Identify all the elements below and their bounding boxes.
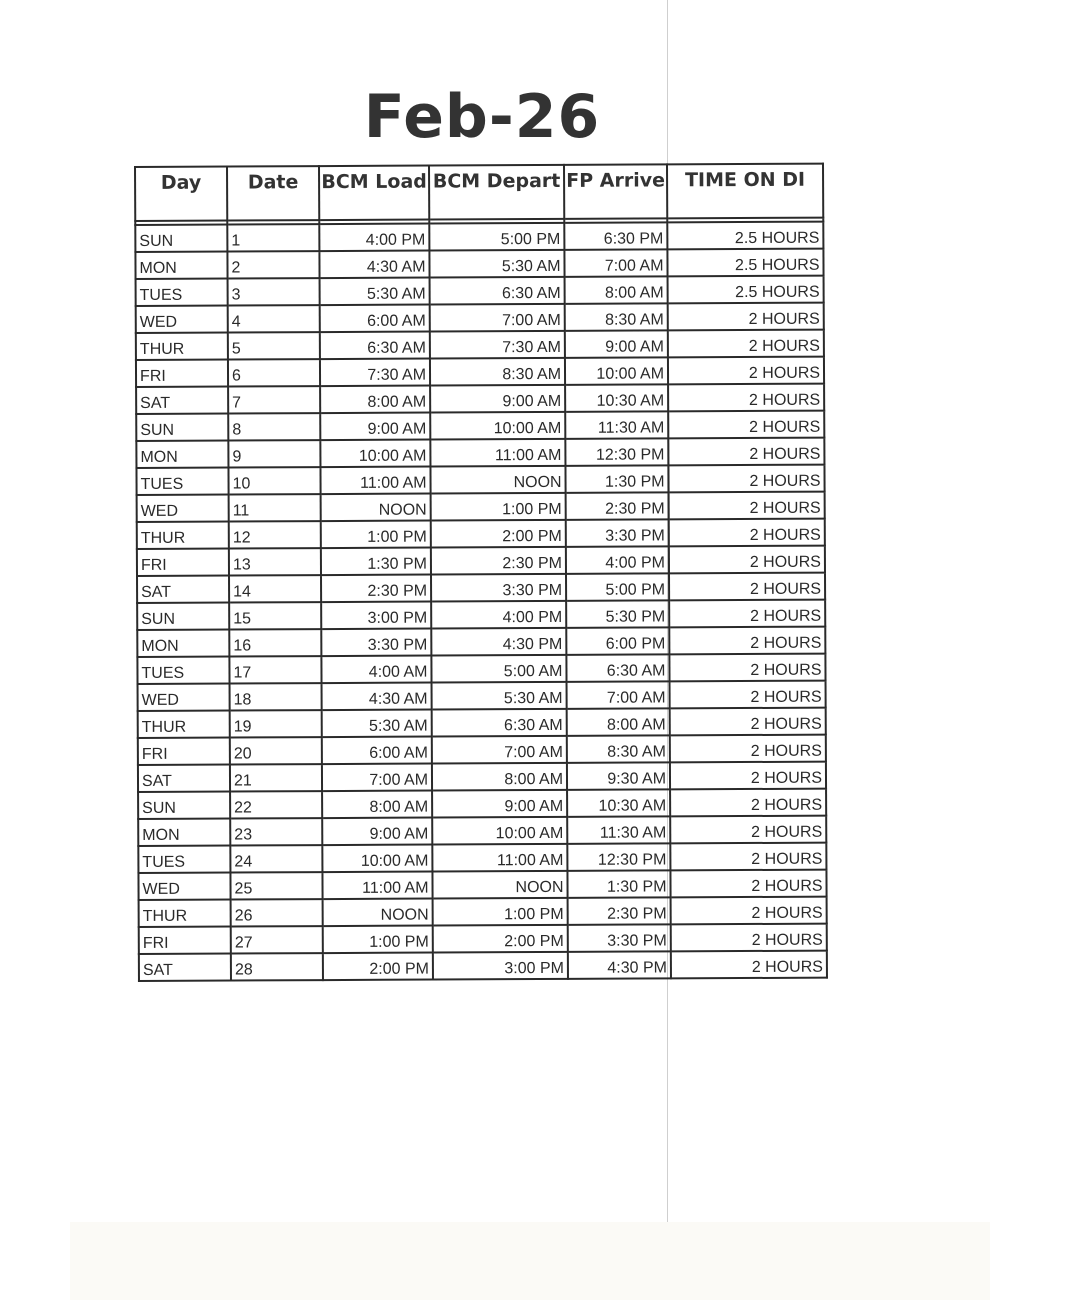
header-date: Date: [227, 166, 319, 220]
bcm-depart-cell: 4:30 PM: [431, 628, 566, 656]
fp-arrive-cell: 4:30 PM: [568, 951, 671, 979]
date-cell: 19: [230, 710, 322, 737]
fp-arrive-cell: 7:00 AM: [564, 249, 667, 277]
table-row: [138, 843, 826, 873]
bcm-depart-cell: 6:30 AM: [430, 277, 565, 305]
bcm-load-cell: NOON: [321, 494, 431, 522]
table-row: [136, 330, 824, 360]
day-cell: TUES: [138, 846, 230, 873]
bcm-depart-cell: 1:00 PM: [433, 898, 568, 926]
bcm-depart-cell: 2:30 PM: [431, 547, 566, 575]
table-row: [138, 735, 826, 765]
bcm-load-cell: 5:30 AM: [320, 278, 430, 306]
day-cell: FRI: [136, 360, 228, 387]
day-cell: FRI: [137, 549, 229, 576]
day-cell: MON: [138, 819, 230, 846]
time-on-di-cell: 2 HOURS: [669, 654, 825, 682]
time-on-di-cell: 2 HOURS: [671, 924, 827, 952]
fp-arrive-cell: 4:00 PM: [566, 546, 669, 574]
date-cell: 24: [230, 845, 322, 872]
table-row: [136, 384, 824, 414]
fp-arrive-cell: 1:30 PM: [567, 870, 670, 898]
page-title: Feb-26: [363, 82, 601, 152]
bcm-depart-cell: 5:00 PM: [429, 223, 564, 251]
day-cell: SUN: [138, 792, 230, 819]
bcm-load-cell: 6:00 AM: [322, 737, 432, 765]
bcm-depart-cell: 9:00 AM: [432, 790, 567, 818]
bcm-load-cell: 4:30 AM: [319, 251, 429, 279]
header-time-on-di: TIME ON DI: [667, 164, 823, 219]
time-on-di-cell: 2 HOURS: [668, 303, 824, 331]
fp-arrive-cell: 3:30 PM: [566, 519, 669, 547]
day-cell: FRI: [139, 927, 231, 954]
day-cell: SAT: [137, 576, 229, 603]
fp-arrive-cell: 10:30 AM: [565, 384, 668, 412]
bcm-depart-cell: 8:00 AM: [432, 763, 567, 791]
date-cell: 13: [229, 548, 321, 575]
bcm-load-cell: 9:00 AM: [320, 413, 430, 441]
table-row: [136, 276, 824, 306]
day-cell: WED: [136, 306, 228, 333]
date-cell: 3: [228, 278, 320, 305]
time-on-di-cell: 2.5 HOURS: [667, 222, 823, 250]
fp-arrive-cell: 11:30 AM: [565, 411, 668, 439]
table-row: [137, 654, 825, 684]
scan-shading: [70, 1222, 990, 1300]
day-cell: TUES: [137, 657, 229, 684]
day-cell: MON: [137, 630, 229, 657]
bcm-depart-cell: 5:30 AM: [432, 682, 567, 710]
bcm-depart-cell: 10:00 AM: [430, 412, 565, 440]
time-on-di-cell: 2 HOURS: [668, 384, 824, 412]
header-row: [135, 164, 823, 221]
date-cell: 9: [228, 440, 320, 467]
table-row: [138, 870, 826, 900]
fp-arrive-cell: 2:30 PM: [568, 897, 671, 925]
fp-arrive-cell: 10:30 AM: [567, 789, 670, 817]
day-cell: THUR: [136, 333, 228, 360]
date-cell: 1: [227, 224, 319, 251]
fp-arrive-cell: 11:30 AM: [567, 816, 670, 844]
time-on-di-cell: 2 HOURS: [669, 573, 825, 601]
time-on-di-cell: 2.5 HOURS: [667, 249, 823, 277]
header-bcm-depart: BCM Depart: [429, 165, 564, 220]
time-on-di-cell: 2 HOURS: [670, 762, 826, 790]
bcm-depart-cell: 3:00 PM: [433, 952, 568, 980]
table-row: [136, 465, 824, 495]
fp-arrive-cell: 8:30 AM: [567, 735, 670, 763]
table-row: [136, 303, 824, 333]
fp-arrive-cell: 1:30 PM: [565, 465, 668, 493]
bcm-depart-cell: 5:00 AM: [431, 655, 566, 683]
day-cell: SUN: [136, 414, 228, 441]
bcm-depart-cell: 7:00 AM: [430, 304, 565, 332]
time-on-di-cell: 2 HOURS: [668, 330, 824, 358]
date-cell: 28: [231, 953, 323, 980]
time-on-di-cell: 2 HOURS: [668, 465, 824, 493]
bcm-load-cell: 4:00 PM: [319, 224, 429, 252]
table-row: [136, 438, 824, 468]
date-cell: 12: [229, 521, 321, 548]
time-on-di-cell: 2 HOURS: [670, 681, 826, 709]
day-cell: WED: [138, 873, 230, 900]
bcm-load-cell: 1:00 PM: [321, 521, 431, 549]
bcm-depart-cell: 5:30 AM: [429, 250, 564, 278]
bcm-depart-cell: 11:00 AM: [432, 844, 567, 872]
bcm-depart-cell: NOON: [432, 871, 567, 899]
date-cell: 21: [230, 764, 322, 791]
date-cell: 25: [230, 872, 322, 899]
date-cell: 14: [229, 575, 321, 602]
bcm-depart-cell: 10:00 AM: [432, 817, 567, 845]
fp-arrive-cell: 5:00 PM: [566, 573, 669, 601]
fp-arrive-cell: 8:00 AM: [567, 708, 670, 736]
bcm-load-cell: 1:00 PM: [323, 926, 433, 954]
bcm-depart-cell: 2:00 PM: [431, 520, 566, 548]
day-cell: THUR: [138, 711, 230, 738]
bcm-load-cell: 6:30 AM: [320, 332, 430, 360]
fp-arrive-cell: 12:30 PM: [565, 438, 668, 466]
day-cell: SAT: [136, 387, 228, 414]
table-row: [135, 222, 823, 252]
table-row: [139, 951, 827, 981]
bcm-load-cell: 5:30 AM: [322, 710, 432, 738]
date-cell: 11: [229, 494, 321, 521]
date-cell: 27: [231, 926, 323, 953]
bcm-load-cell: 2:00 PM: [323, 953, 433, 981]
time-on-di-cell: 2 HOURS: [669, 627, 825, 655]
bcm-depart-cell: 1:00 PM: [431, 493, 566, 521]
table-row: [136, 357, 824, 387]
time-on-di-cell: 2 HOURS: [671, 951, 827, 979]
date-cell: 2: [227, 251, 319, 278]
day-cell: THUR: [139, 900, 231, 927]
fp-arrive-cell: 10:00 AM: [565, 357, 668, 385]
bcm-depart-cell: 3:30 PM: [431, 574, 566, 602]
table-row: [139, 897, 827, 927]
table-row: [136, 411, 824, 441]
bcm-load-cell: 7:30 AM: [320, 359, 430, 387]
fp-arrive-cell: 8:00 AM: [565, 276, 668, 304]
header-bcm-load: BCM Load: [319, 166, 429, 221]
bcm-depart-cell: 9:00 AM: [430, 385, 565, 413]
date-cell: 7: [228, 386, 320, 413]
table-row: [137, 519, 825, 549]
day-cell: SUN: [137, 603, 229, 630]
bcm-load-cell: 11:00 AM: [322, 872, 432, 900]
date-cell: 26: [231, 899, 323, 926]
schedule-header: [135, 164, 823, 221]
bcm-load-cell: 2:30 PM: [321, 575, 431, 603]
schedule-body: [135, 218, 827, 981]
header-day: Day: [135, 167, 227, 221]
date-cell: 17: [229, 656, 321, 683]
day-cell: WED: [137, 495, 229, 522]
date-cell: 18: [230, 683, 322, 710]
time-on-di-cell: 2 HOURS: [670, 735, 826, 763]
time-on-di-cell: 2 HOURS: [669, 600, 825, 628]
time-on-di-cell: 2 HOURS: [669, 492, 825, 520]
bcm-depart-cell: 6:30 AM: [432, 709, 567, 737]
date-cell: 8: [228, 413, 320, 440]
day-cell: TUES: [136, 279, 228, 306]
day-cell: FRI: [138, 738, 230, 765]
bcm-depart-cell: 11:00 AM: [430, 439, 565, 467]
bcm-depart-cell: 7:30 AM: [430, 331, 565, 359]
time-on-di-cell: 2 HOURS: [669, 546, 825, 574]
fp-arrive-cell: 3:30 PM: [568, 924, 671, 952]
date-cell: 4: [228, 305, 320, 332]
table-row: [139, 924, 827, 954]
bcm-load-cell: 4:00 AM: [321, 656, 431, 684]
bcm-load-cell: 3:30 PM: [321, 629, 431, 657]
bcm-load-cell: 8:00 AM: [322, 791, 432, 819]
date-cell: 16: [229, 629, 321, 656]
time-on-di-cell: 2 HOURS: [671, 897, 827, 925]
fp-arrive-cell: 6:30 AM: [566, 654, 669, 682]
fp-arrive-cell: 6:30 PM: [564, 222, 667, 250]
table-row: [138, 816, 826, 846]
table-row: [138, 789, 826, 819]
table-row: [137, 492, 825, 522]
time-on-di-cell: 2 HOURS: [670, 843, 826, 871]
fp-arrive-cell: 5:30 PM: [566, 600, 669, 628]
time-on-di-cell: 2 HOURS: [668, 357, 824, 385]
time-on-di-cell: 2 HOURS: [670, 708, 826, 736]
bcm-load-cell: 4:30 AM: [322, 683, 432, 711]
table-row: [138, 708, 826, 738]
date-cell: 15: [229, 602, 321, 629]
header-fp-arrive: FP Arrive: [564, 164, 667, 219]
fp-arrive-cell: 7:00 AM: [567, 681, 670, 709]
fp-arrive-cell: 9:00 AM: [565, 330, 668, 358]
bcm-load-cell: 1:30 PM: [321, 548, 431, 576]
bcm-load-cell: 9:00 AM: [322, 818, 432, 846]
table-row: [137, 600, 825, 630]
date-cell: 6: [228, 359, 320, 386]
day-cell: MON: [135, 252, 227, 279]
day-cell: WED: [138, 684, 230, 711]
table-row: [137, 546, 825, 576]
day-cell: SAT: [138, 765, 230, 792]
bcm-load-cell: 6:00 AM: [320, 305, 430, 333]
bcm-load-cell: 10:00 AM: [322, 845, 432, 873]
bcm-load-cell: 8:00 AM: [320, 386, 430, 414]
bcm-load-cell: 3:00 PM: [321, 602, 431, 630]
table-row: [138, 762, 826, 792]
fp-arrive-cell: 6:00 PM: [566, 627, 669, 655]
bcm-load-cell: 7:00 AM: [322, 764, 432, 792]
day-cell: SUN: [135, 225, 227, 252]
time-on-di-cell: 2.5 HOURS: [668, 276, 824, 304]
time-on-di-cell: 2 HOURS: [670, 789, 826, 817]
fp-arrive-cell: 12:30 PM: [567, 843, 670, 871]
bcm-depart-cell: NOON: [430, 466, 565, 494]
bcm-depart-cell: 2:00 PM: [433, 925, 568, 953]
fp-arrive-cell: 9:30 AM: [567, 762, 670, 790]
day-cell: THUR: [137, 522, 229, 549]
fp-arrive-cell: 8:30 AM: [565, 303, 668, 331]
table-row: [137, 627, 825, 657]
day-cell: MON: [136, 441, 228, 468]
time-on-di-cell: 2 HOURS: [670, 816, 826, 844]
day-cell: SAT: [139, 954, 231, 981]
date-cell: 22: [230, 791, 322, 818]
time-on-di-cell: 2 HOURS: [668, 438, 824, 466]
bcm-depart-cell: 8:30 AM: [430, 358, 565, 386]
bcm-load-cell: 11:00 AM: [320, 467, 430, 495]
table-row: [138, 681, 826, 711]
date-cell: 23: [230, 818, 322, 845]
time-on-di-cell: 2 HOURS: [670, 870, 826, 898]
schedule-table: [134, 163, 828, 982]
fp-arrive-cell: 2:30 PM: [566, 492, 669, 520]
time-on-di-cell: 2 HOURS: [669, 519, 825, 547]
bcm-load-cell: NOON: [323, 899, 433, 927]
table-row: [135, 249, 823, 279]
date-cell: 5: [228, 332, 320, 359]
bcm-depart-cell: 4:00 PM: [431, 601, 566, 629]
table-row: [137, 573, 825, 603]
day-cell: TUES: [136, 468, 228, 495]
time-on-di-cell: 2 HOURS: [668, 411, 824, 439]
bcm-load-cell: 10:00 AM: [320, 440, 430, 468]
date-cell: 20: [230, 737, 322, 764]
date-cell: 10: [228, 467, 320, 494]
bcm-depart-cell: 7:00 AM: [432, 736, 567, 764]
